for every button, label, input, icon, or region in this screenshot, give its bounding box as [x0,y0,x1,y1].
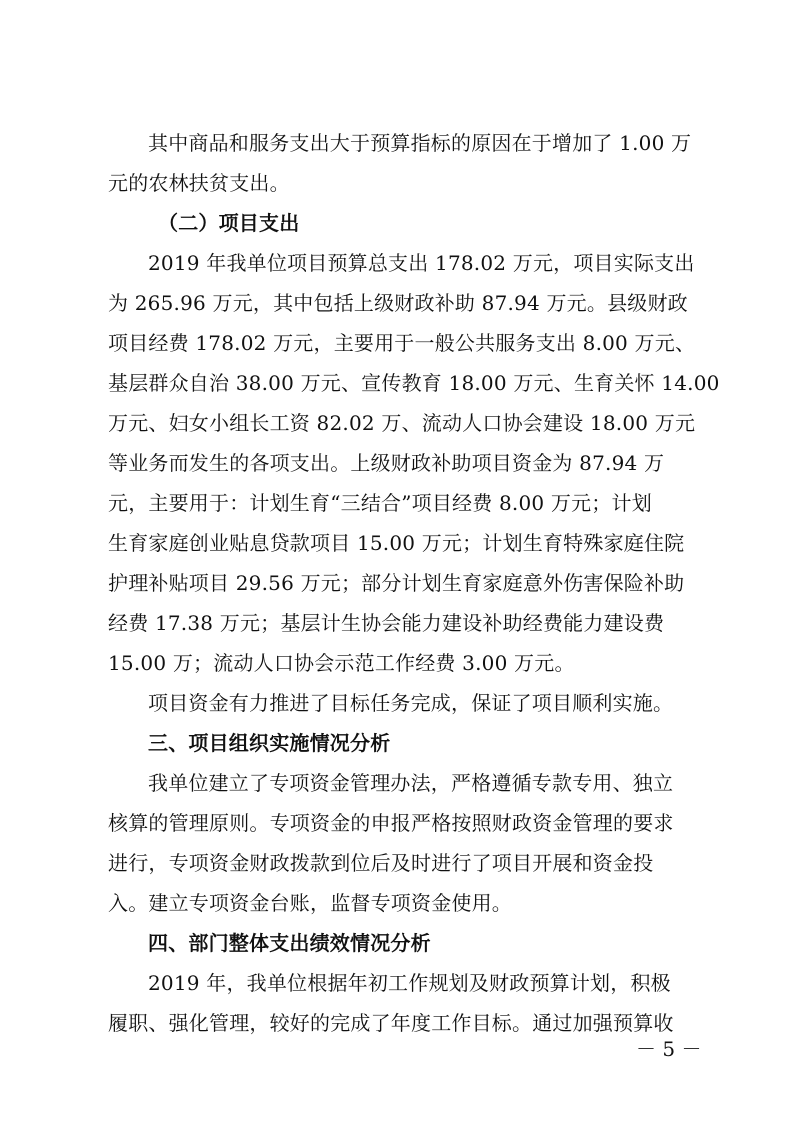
body-text-line: 基层群众自治 38.00 万元、宣传教育 18.00 万元、生育关怀 14.00 [108,371,720,395]
body-text-line: 2019 年我单位项目预算总支出 178.02 万元，项目实际支出 [148,251,695,275]
body-text-line: 其中商品和服务支出大于预算指标的原因在于增加了 1.00 万 [148,131,692,155]
body-text-line: 生育家庭创业贴息贷款项目 15.00 万元；计划生育特殊家庭住院 [108,531,685,555]
page-number: － 5 － [636,1037,702,1061]
body-text-line: 入。建立专项资金台账，监督专项资金使用。 [108,891,512,915]
body-text-line: 元，主要用于：计划生育“三结合”项目经费 8.00 万元；计划 [108,491,652,515]
body-text-line: 项目资金有力推进了目标任务完成，保证了项目顺利实施。 [148,691,674,715]
body-text-line: 2019 年，我单位根据年初工作规划及财政预算计划，积极 [148,971,671,995]
body-text-line: 核算的管理原则。专项资金的申报严格按照财政资金管理的要求 [108,811,674,835]
body-text-line: 元的农林扶贫支出。 [108,171,290,195]
body-text-line: 为 265.96 万元，其中包括上级财政补助 87.94 万元。县级财政 [108,291,688,315]
section-heading: 四、部门整体支出绩效情况分析 [148,931,431,955]
body-text-line: 万元、妇女小组长工资 82.02 万、流动人口协会建设 18.00 万元 [108,411,696,435]
body-text-line: 我单位建立了专项资金管理办法，严格遵循专款专用、独立 [148,771,674,795]
body-text-line: 进行，专项资金财政拨款到位后及时进行了项目开展和资金投 [108,851,654,875]
section-heading: 三、项目组织实施情况分析 [148,731,391,755]
body-text-line: 履职、强化管理，较好的完成了年度工作目标。通过加强预算收 [108,1011,674,1035]
body-text-line: 等业务而发生的各项支出。上级财政补助项目资金为 87.94 万 [108,451,665,475]
section-heading: （二）项目支出 [158,211,300,235]
body-text-line: 15.00 万；流动人口协会示范工作经费 3.00 万元。 [108,651,575,675]
body-text-line: 项目经费 178.02 万元，主要用于一般公共服务支出 8.00 万元、 [108,331,696,355]
body-text-line: 经费 17.38 万元；基层计生协会能力建设补助经费能力建设费 [108,611,665,635]
body-text-line: 护理补贴项目 29.56 万元；部分计划生育家庭意外伤害保险补助 [108,571,685,595]
